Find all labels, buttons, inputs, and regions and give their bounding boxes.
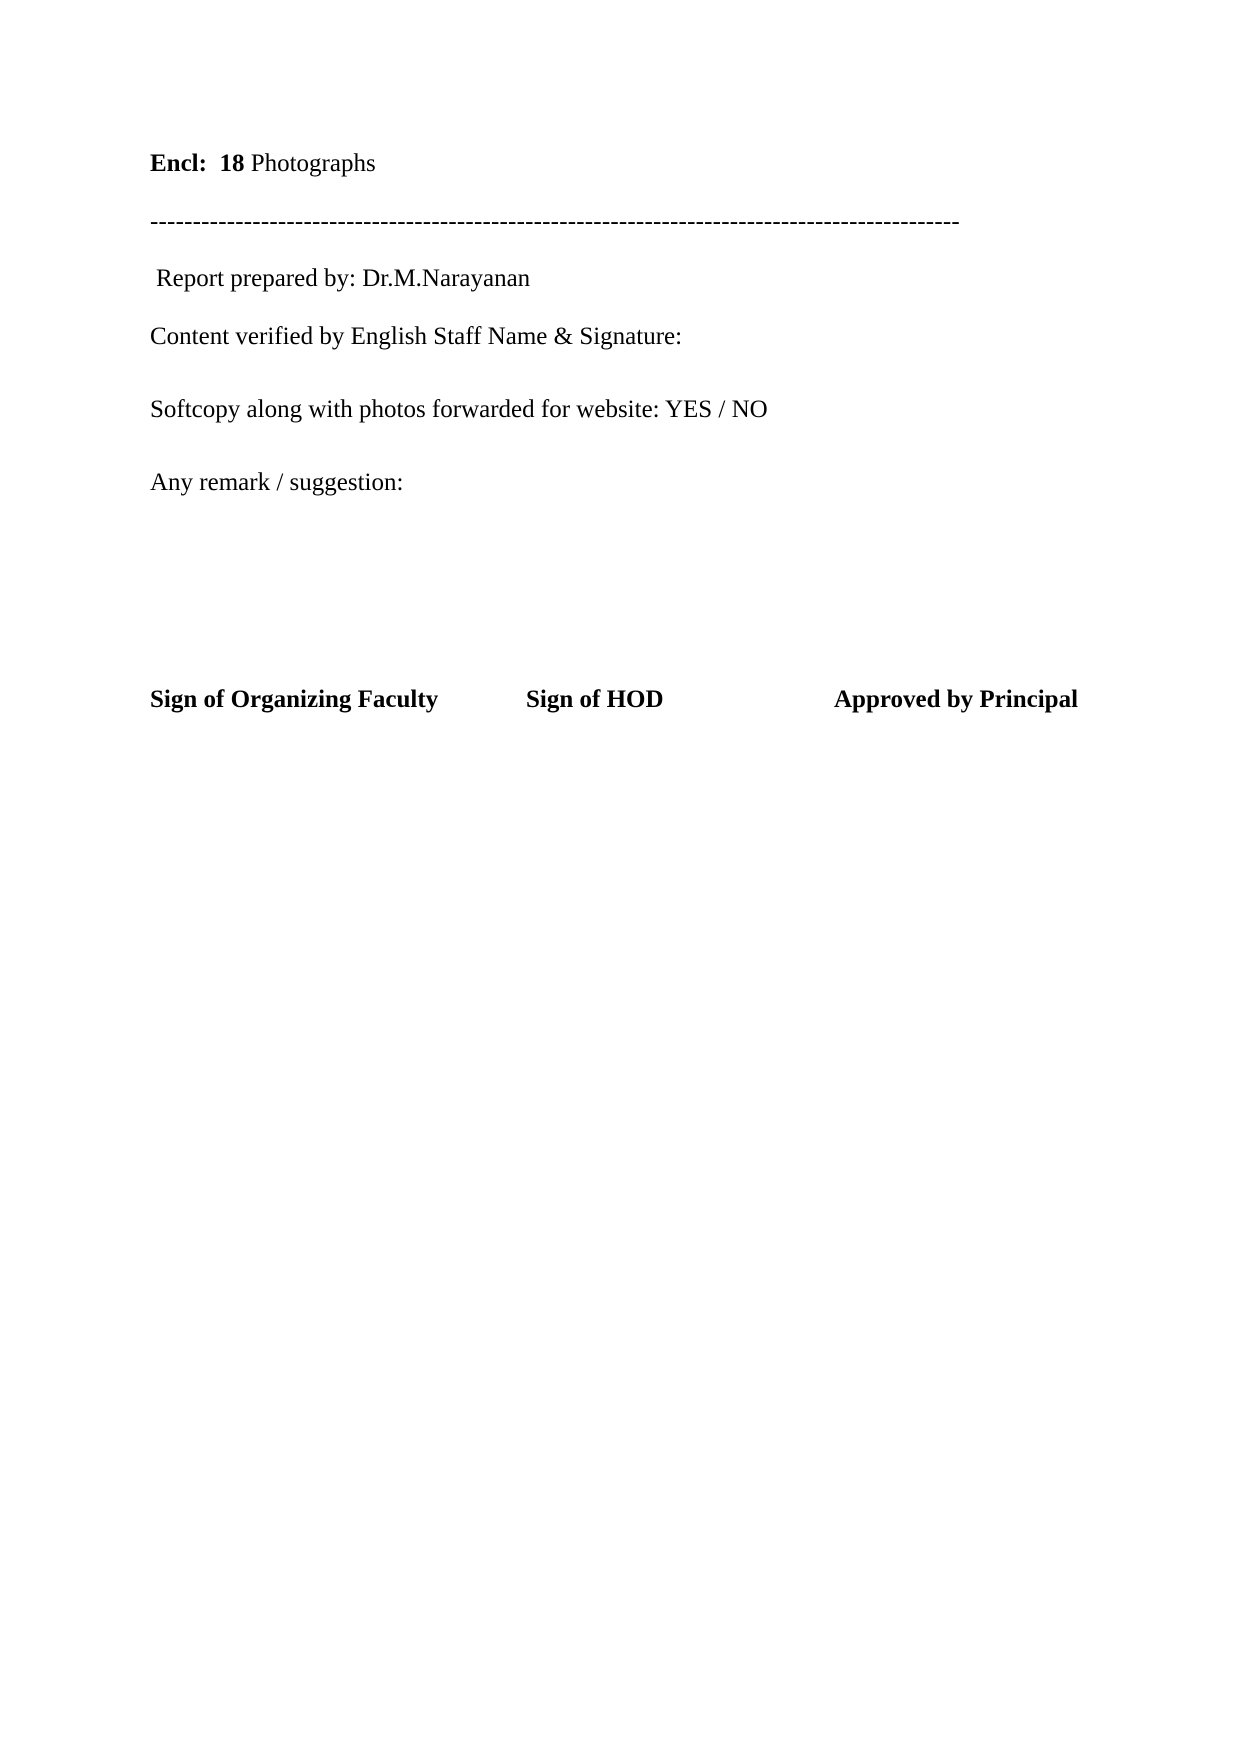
- prepared-by-name: Dr.M.Narayanan: [362, 265, 531, 292]
- prepared-by-label: Report prepared by:: [156, 265, 356, 292]
- sign-hod: Sign of HOD: [526, 686, 664, 713]
- softcopy-line: Softcopy along with photos forwarded for website: YES / NO: [150, 396, 768, 423]
- enclosure-count: 18: [219, 150, 245, 177]
- enclosure-line: [150, 149, 376, 179]
- remark-line: Any remark / suggestion:: [150, 469, 404, 496]
- prepared-by-line: [156, 264, 530, 294]
- enclosure-label: Encl:: [150, 150, 207, 177]
- enclosure-item: Photographs: [250, 150, 376, 177]
- separator-line: -----------------------------------------------------------------------------------------------: [150, 208, 960, 235]
- content-verified-line: Content verified by English Staff Name & Signature:: [150, 323, 683, 350]
- sign-organizing-faculty: Sign of Organizing Faculty: [150, 686, 439, 713]
- approved-by-principal: Approved by Principal: [834, 686, 1079, 713]
